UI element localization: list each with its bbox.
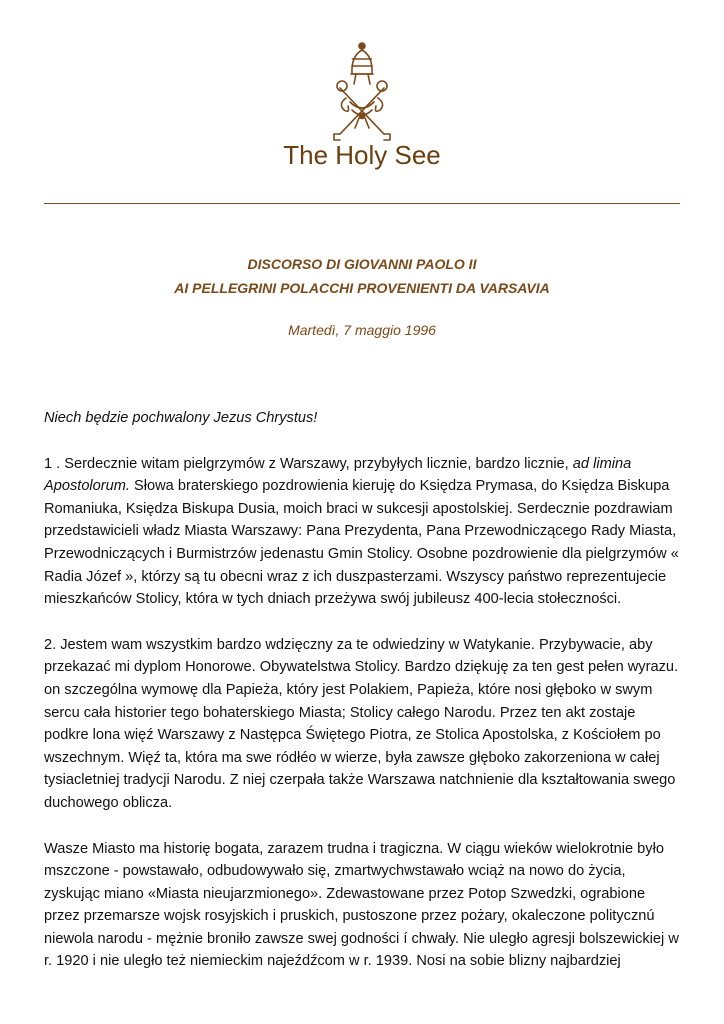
document-heading-line-1: DISCORSO DI GIOVANNI PAOLO II xyxy=(247,256,477,272)
papal-coat-of-arms-icon xyxy=(322,40,402,146)
paragraph-3: Wasze Miasto ma historię bogata, zarazem trudna i tragiczna. W ciągu wieków wielokrotnie było mszczone - powstawało, odbudowywało się, zmartwychwstawało wciąż na nowo do życia, zyskując miano «Miasta nieujarzmionego». Zdewastowane przez Potop Szwedzki, ograbione przez przemarsze wojsk rosyjskich i pruskich, pustoszone przez pożary, okaleczone politycznú niewola narodu - mężnie broniło zawsze swej godności í chwały. Nie uległo agresji bolszewickiej w r. 1920 i nie uległo też niemieckim najeźdźcom w r. 1939. Nosi na sobie blizny najbardziej xyxy=(44,840,679,970)
document-heading-line-2: AI PELLEGRINI POLACCHI PROVENIENTI DA VARSAVIA xyxy=(174,280,550,296)
site-title: The Holy See xyxy=(283,140,441,170)
document-body xyxy=(44,407,684,996)
header-divider xyxy=(44,203,680,204)
paragraph-2: 2. Jestem wam wszystkim bardzo wdzięczny za te odwiedziny w Watykanie. Przybywacie, aby przekazać mi dyplom Honorowe. Obywatelstwa Stolicy. Bardzo dziękuję za ten gest pełen wyrazu. on szczególna wymowę dla Papieża, który jest Polakiem, Papieża, które nosi głęboko w swym sercu cała historier tego bohaterskiego Miasta; Stolicy całego Narodu. Przez ten akt zostaje podkre lona więź Warszawy z Następca Świętego Piotra, ze Stolica Apostolska, z Kościołem po wszechnym. Więź ta, która ma swe ródłéo w wierze, była zawsze głęboko zakorzeniona w całej tysiacletniej tradycji Narodu. Z niej czerpała także Warszawa natchnienie dla kształtowania swego duchowego oblicza. xyxy=(44,636,679,811)
paragraph-1-text-end: Słowa braterskiego pozdrowienia kieruję do Księdza Prymasa, do Księdza Biskupa Romaniuka, Księdza Biskupa Dusia, moich braci w sukcesji apostolskiej. Serdecznie pozdrawiam przedstawicieli władz Miasta Warszawy: Pana Prezydenta, Pana Przewodniczącego Rady Miasta, Przewodniczących i Burmistrzów jedenastu Gmin Stolicy. Osobne pozdrowienie dla pielgrzymów « Radia Józef », którzy są tu obecni wraz z ich duszpasterzami. Wszyscy państwo reprezentujecie mieszkańców Stolicy, która w tych dniach przeżywa swój jubileusz 400-lecia stołeczności. xyxy=(44,478,679,608)
paragraph-1-italic-phrase: ad limina Apostolorum. xyxy=(44,455,632,495)
paragraph-1 xyxy=(44,453,684,611)
document-date: Martedì, 7 maggio 1996 xyxy=(288,322,436,338)
paragraph-1-text-start: 1 . Serdecznie witam pielgrzymów z Warszawy, przybyłych licznie, bardzo licznie, xyxy=(44,455,573,472)
greeting-paragraph: Niech będzie pochwalony Jezus Chrystus! xyxy=(44,410,318,426)
